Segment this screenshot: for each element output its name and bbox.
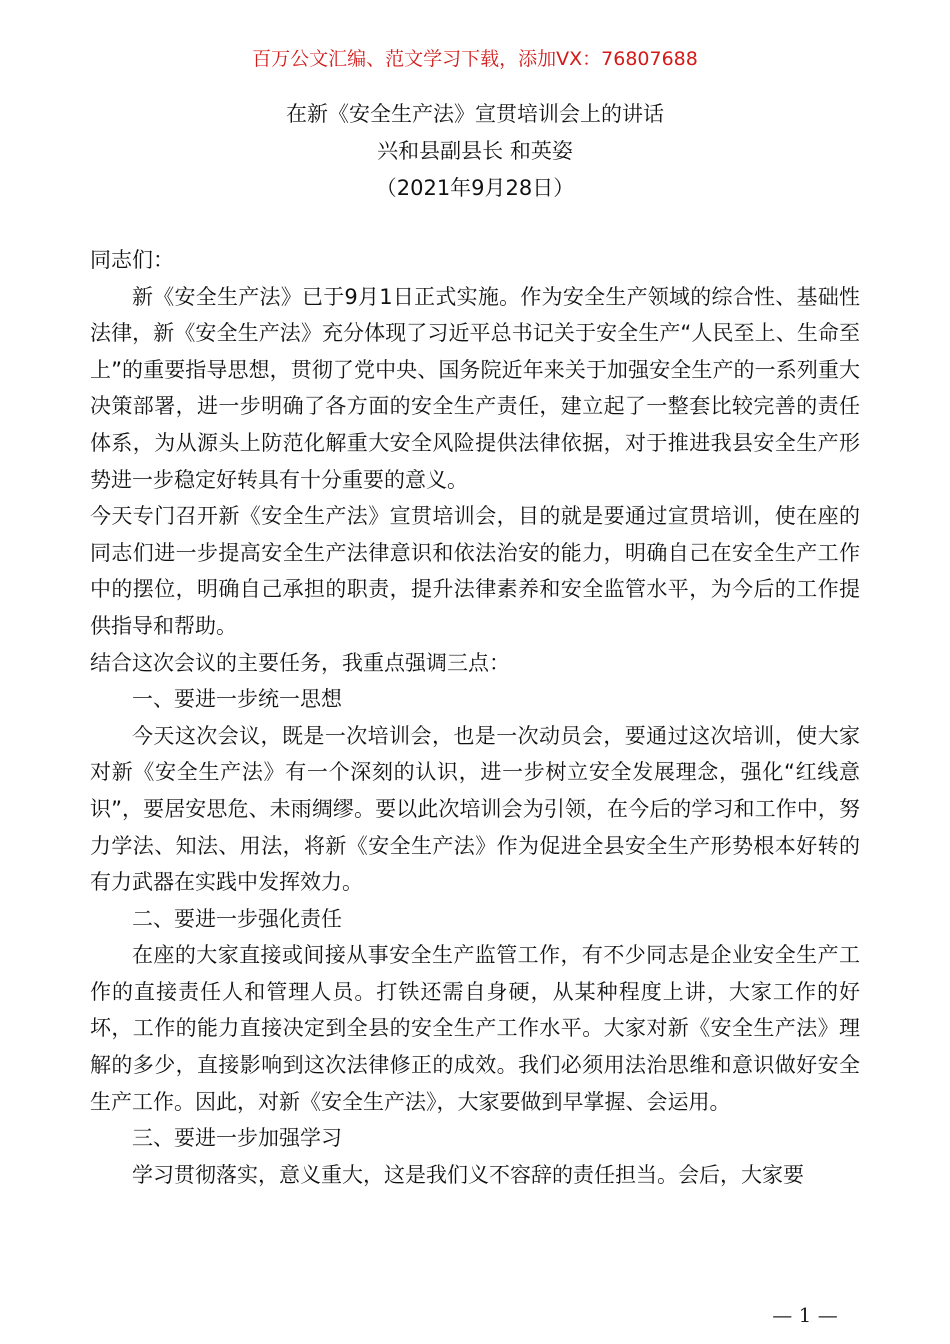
document-title: 在新《安全生产法》宣贯培训会上的讲话 — [286, 102, 664, 126]
speaker-line: 兴和县副县长 和英姿 — [377, 139, 573, 163]
speech-body — [90, 242, 860, 1193]
paragraph-section-2: 在座的大家直接或间接从事安全生产监管工作，有不少同志是企业安全生产工作的直接责任人和管理人员。打铁还需自身硬，从某种程度上讲，大家工作的好坏，工作的能力直接决定到全县的安全生产工作水平。大家对新《安全生产法》理解的多少，直接影响到这次法律修正的成效。我们必须用法治思维和意识做好安全生产工作。因此，对新《安全生产法》，大家要做到早掌握、会运用。 — [90, 943, 860, 1114]
paragraph-intro: 新《安全生产法》已于9月1日正式实施。作为安全生产领域的综合性、基础性法律，新《安全生产法》充分体现了习近平总书记关于安全生产“人民至上、生命至上”的重要指导思想，贯彻了党中央、国务院近年来关于加强安全生产的一系列重大决策部署，进一步明确了各方面的安全生产责任，建立起了一整套比较完善的责任体系，为从源头上防范化解重大安全风险提供法律依据，对于推进我县安全生产形势进一步稳定好转具有十分重要的意义。 — [90, 284, 860, 492]
paragraph-emphasis: 结合这次会议的主要任务，我重点强调三点： — [90, 650, 510, 675]
speech-date: （2021年9月28日） — [375, 176, 575, 200]
paragraph-section-1: 今天这次会议，既是一次培训会，也是一次动员会，要通过这次培训，使大家对新《安全生产法》有一个深刻的认识，进一步树立安全发展理念，强化“红线意识”，要居安思危、未雨绸缪。要以此次培训会为引领，在今后的学习和工作中，努力学法、知法、用法，将新《安全生产法》作为促进全县安全生产形势根本好转的有力武器在实践中发挥效力。 — [90, 723, 860, 895]
header-note: 百万公文汇编、范文学习下载，添加VX：76807688 — [252, 48, 698, 70]
salutation: 同志们： — [90, 248, 174, 272]
paragraph-purpose: 今天专门召开新《安全生产法》宣贯培训会，目的就是要通过宣贯培训，使在座的同志们进一步提高安全生产法律意识和依法治安的能力，明确自己在安全生产工作中的摆位，明确自己承担的职责，提升法律素养和安全监管水平，为今后的工作提供指导和帮助。 — [90, 504, 860, 638]
paragraph-section-3: 学习贯彻落实，意义重大，这是我们义不容辞的责任担当。会后，大家要 — [132, 1162, 804, 1187]
section-heading-1: 一、要进一步统一思想 — [132, 687, 342, 712]
document-title-block — [0, 96, 950, 207]
section-heading-2: 二、要进一步强化责任 — [132, 906, 342, 931]
section-heading-3: 三、要进一步加强学习 — [132, 1126, 342, 1151]
page-number: — 1 — — [772, 1303, 838, 1327]
